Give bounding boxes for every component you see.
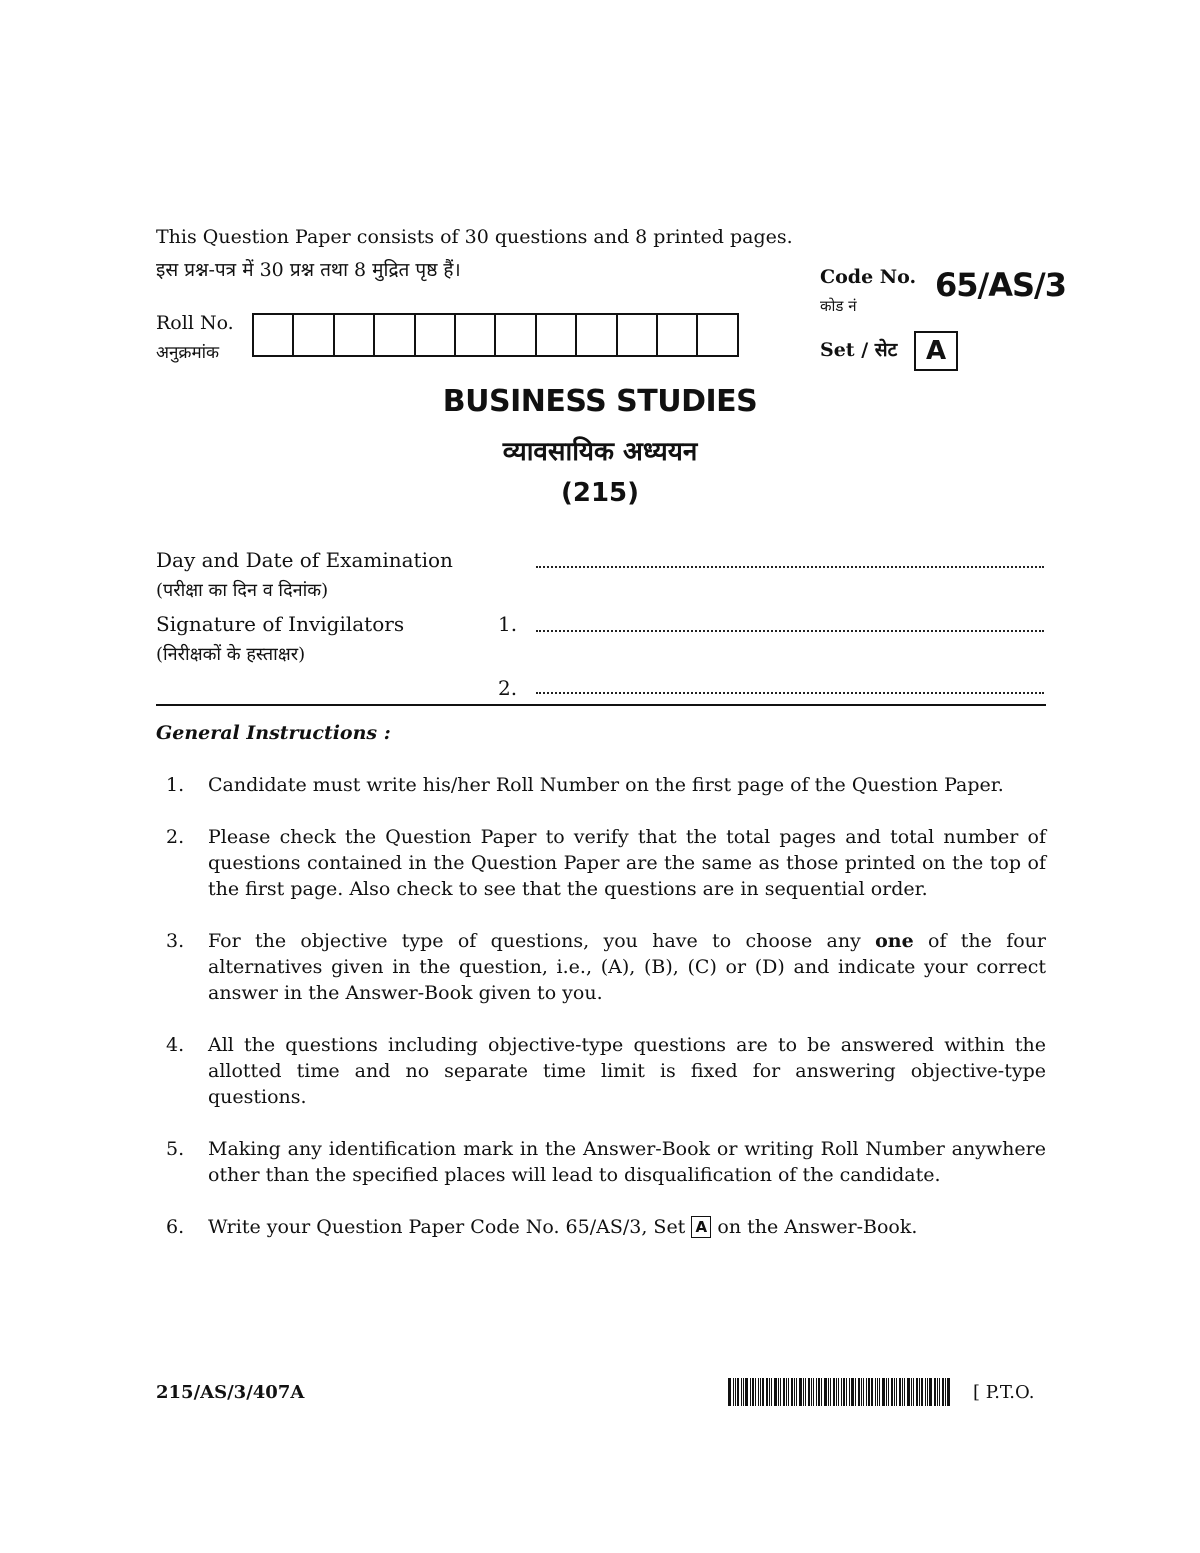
barcode-bar [737,1378,739,1406]
set-value-box: A [914,331,958,371]
set-label: Set / सेट [820,339,898,361]
signature-number-2: 2. [498,676,518,700]
signature-label-hindi: (निरीक्षकों के हस्ताक्षर) [156,644,306,665]
instruction-text-part: of the four alternatives given in the question, i.e., (A), (B), (C) or (D) and indicate your correct answer in the Answer-Book given to you. [208,930,1046,1004]
instruction-number: 2. [166,826,185,848]
roll-label-hindi: अनुक्रमांक [156,343,220,363]
barcode-bar [824,1378,827,1406]
intro-hindi: इस प्रश्न-पत्र में 30 प्रश्न तथा 8 मुद्रित पृष्ठ हैं। [156,259,461,281]
roll-number-box [496,315,536,355]
roll-number-boxes [252,313,739,357]
barcode [728,1378,952,1406]
barcode-bar [771,1378,772,1406]
barcode-bar [866,1378,867,1406]
barcode-bar [904,1378,905,1406]
barcode-bar [805,1378,806,1406]
barcode-bar [868,1378,870,1406]
barcode-bar [886,1378,887,1406]
barcode-bar [828,1378,829,1406]
barcode-bar [791,1378,793,1406]
barcode-bar [925,1378,926,1406]
barcode-bar [750,1378,751,1406]
roll-number-box [254,315,294,355]
barcode-bar [934,1378,936,1406]
barcode-bar [796,1378,797,1406]
barcode-bar [841,1378,842,1406]
barcode-bar [911,1378,912,1406]
barcode-bar [875,1378,876,1406]
barcode-bar [937,1378,938,1406]
intro-english: This Question Paper consists of 30 questions and 8 printed pages. [156,226,793,248]
barcode-bar [871,1378,873,1406]
barcode-bar [919,1378,920,1406]
subject-title-hindi: व्यावसायिक अध्ययन [502,437,698,467]
barcode-bar [760,1378,761,1406]
barcode-bar [929,1378,932,1406]
subject-title: BUSINESS STUDIES [442,384,758,419]
roll-number-box [537,315,577,355]
roll-number-box [335,315,375,355]
pto-label: [ P.T.O. [973,1382,1035,1403]
barcode-bar [741,1378,742,1406]
roll-number-box [456,315,496,355]
code-label: Code No. [820,266,917,288]
barcode-bar [851,1378,854,1406]
barcode-bar [762,1378,764,1406]
barcode-bar [758,1378,759,1406]
signature-line-1 [536,630,1044,632]
barcode-bar [838,1378,839,1406]
barcode-bar [846,1378,847,1406]
barcode-bar [780,1378,781,1406]
signature-label: Signature of Invigilators [156,612,405,636]
instruction-text: Candidate must write his/her Roll Number on the first page of the Question Paper. [208,774,1004,796]
barcode-bar [788,1378,789,1406]
roll-number-box [658,315,698,355]
barcode-bar [942,1378,944,1406]
barcode-bar [733,1378,734,1406]
barcode-bar [858,1378,860,1406]
roll-number-box [294,315,334,355]
barcode-bar [799,1378,802,1406]
barcode-bar [774,1378,777,1406]
instruction-number: 3. [166,930,185,952]
signature-line-2 [536,692,1044,694]
barcode-bar [882,1378,885,1406]
footer-paper-code: 215/AS/3/407A [156,1382,305,1403]
code-value: 65/AS/3 [935,266,1066,304]
instruction-item [156,824,1046,902]
roll-number-box [416,315,456,355]
instruction-number: 4. [166,1034,185,1056]
barcode-bar [947,1378,950,1406]
instruction-item [156,772,1046,798]
barcode-bar [830,1378,831,1406]
exam-date-label-hindi: (परीक्षा का दिन व दिनांक) [156,580,329,601]
subject-code: (215) [560,478,640,508]
barcode-bar [769,1378,770,1406]
exam-date-label: Day and Date of Examination [156,548,453,572]
barcode-bar [888,1378,889,1406]
instruction-emphasis: one [875,930,914,952]
roll-number-box [577,315,617,355]
barcode-bar [927,1378,928,1406]
barcode-bar [833,1378,835,1406]
instruction-text-part: For the objective type of questions, you have to choose any [208,930,876,952]
barcode-bar [755,1378,756,1406]
instruction-text [208,1214,1046,1240]
instructions-list [156,772,1046,1266]
barcode-bar [939,1378,940,1406]
roll-number-box [698,315,738,355]
instruction-number: 5. [166,1138,185,1160]
barcode-bar [778,1378,779,1406]
instruction-item [156,1032,1046,1110]
barcode-bar [836,1378,837,1406]
barcode-bar [745,1378,748,1406]
barcode-bar [813,1378,814,1406]
barcode-bar [907,1378,910,1406]
barcode-bar [783,1378,785,1406]
barcode-bar [743,1378,744,1406]
barcode-bar [945,1378,946,1406]
barcode-bar [816,1378,817,1406]
barcode-bar [899,1378,901,1406]
barcode-bar [863,1378,864,1406]
instruction-text-part: on the Answer-Book. [711,1216,918,1238]
exam-date-line [536,566,1044,568]
barcode-bar [843,1378,845,1406]
instruction-item [156,1136,1046,1188]
barcode-bar [902,1378,903,1406]
set-inline-box: A [691,1216,711,1238]
divider [156,704,1046,706]
barcode-bar [916,1378,918,1406]
barcode-bar [855,1378,856,1406]
barcode-bar [877,1378,878,1406]
barcode-bar [821,1378,822,1406]
roll-number-box [375,315,415,355]
barcode-bar [794,1378,795,1406]
barcode-bar [811,1378,812,1406]
instruction-number: 1. [166,774,185,796]
barcode-bar [849,1378,850,1406]
barcode-bar [913,1378,914,1406]
barcode-bar [766,1378,768,1406]
instruction-text-part: Write your Question Paper Code No. 65/AS/3, Set [208,1216,692,1238]
barcode-bar [786,1378,787,1406]
roll-number-box [618,315,658,355]
barcode-bar [818,1378,820,1406]
barcode-bar [752,1378,754,1406]
instruction-text: All the questions including objective-type questions are to be answered within the allotted time and no separate time limit is fixed for answering objective-type questions. [208,1034,1046,1108]
barcode-bar [879,1378,880,1406]
instruction-text: Please check the Question Paper to verify that the total pages and total number of questions contained in the Question Paper are the same as those printed on the top of the first page. Also check to see that the questions are in sequential order. [208,826,1046,900]
instruction-item [156,928,1046,1006]
barcode-bar [891,1378,893,1406]
barcode-bar [735,1378,736,1406]
signature-number-1: 1. [498,612,518,636]
instruction-number: 6. [166,1216,185,1238]
instruction-text [208,928,1046,1006]
instruction-item [156,1214,1046,1240]
roll-label: Roll No. [156,312,234,334]
barcode-bar [728,1378,731,1406]
barcode-bar [894,1378,895,1406]
instructions-heading: General Instructions : [156,722,391,744]
barcode-bar [896,1378,897,1406]
barcode-bar [808,1378,810,1406]
instruction-text: Making any identification mark in the Answer-Book or writing Roll Number anywhere other than the specified places will lead to disqualification of the candidate. [208,1138,1046,1186]
barcode-bar [803,1378,804,1406]
code-label-hindi: कोड नं [820,297,857,315]
barcode-bar [921,1378,923,1406]
barcode-bar [861,1378,862,1406]
